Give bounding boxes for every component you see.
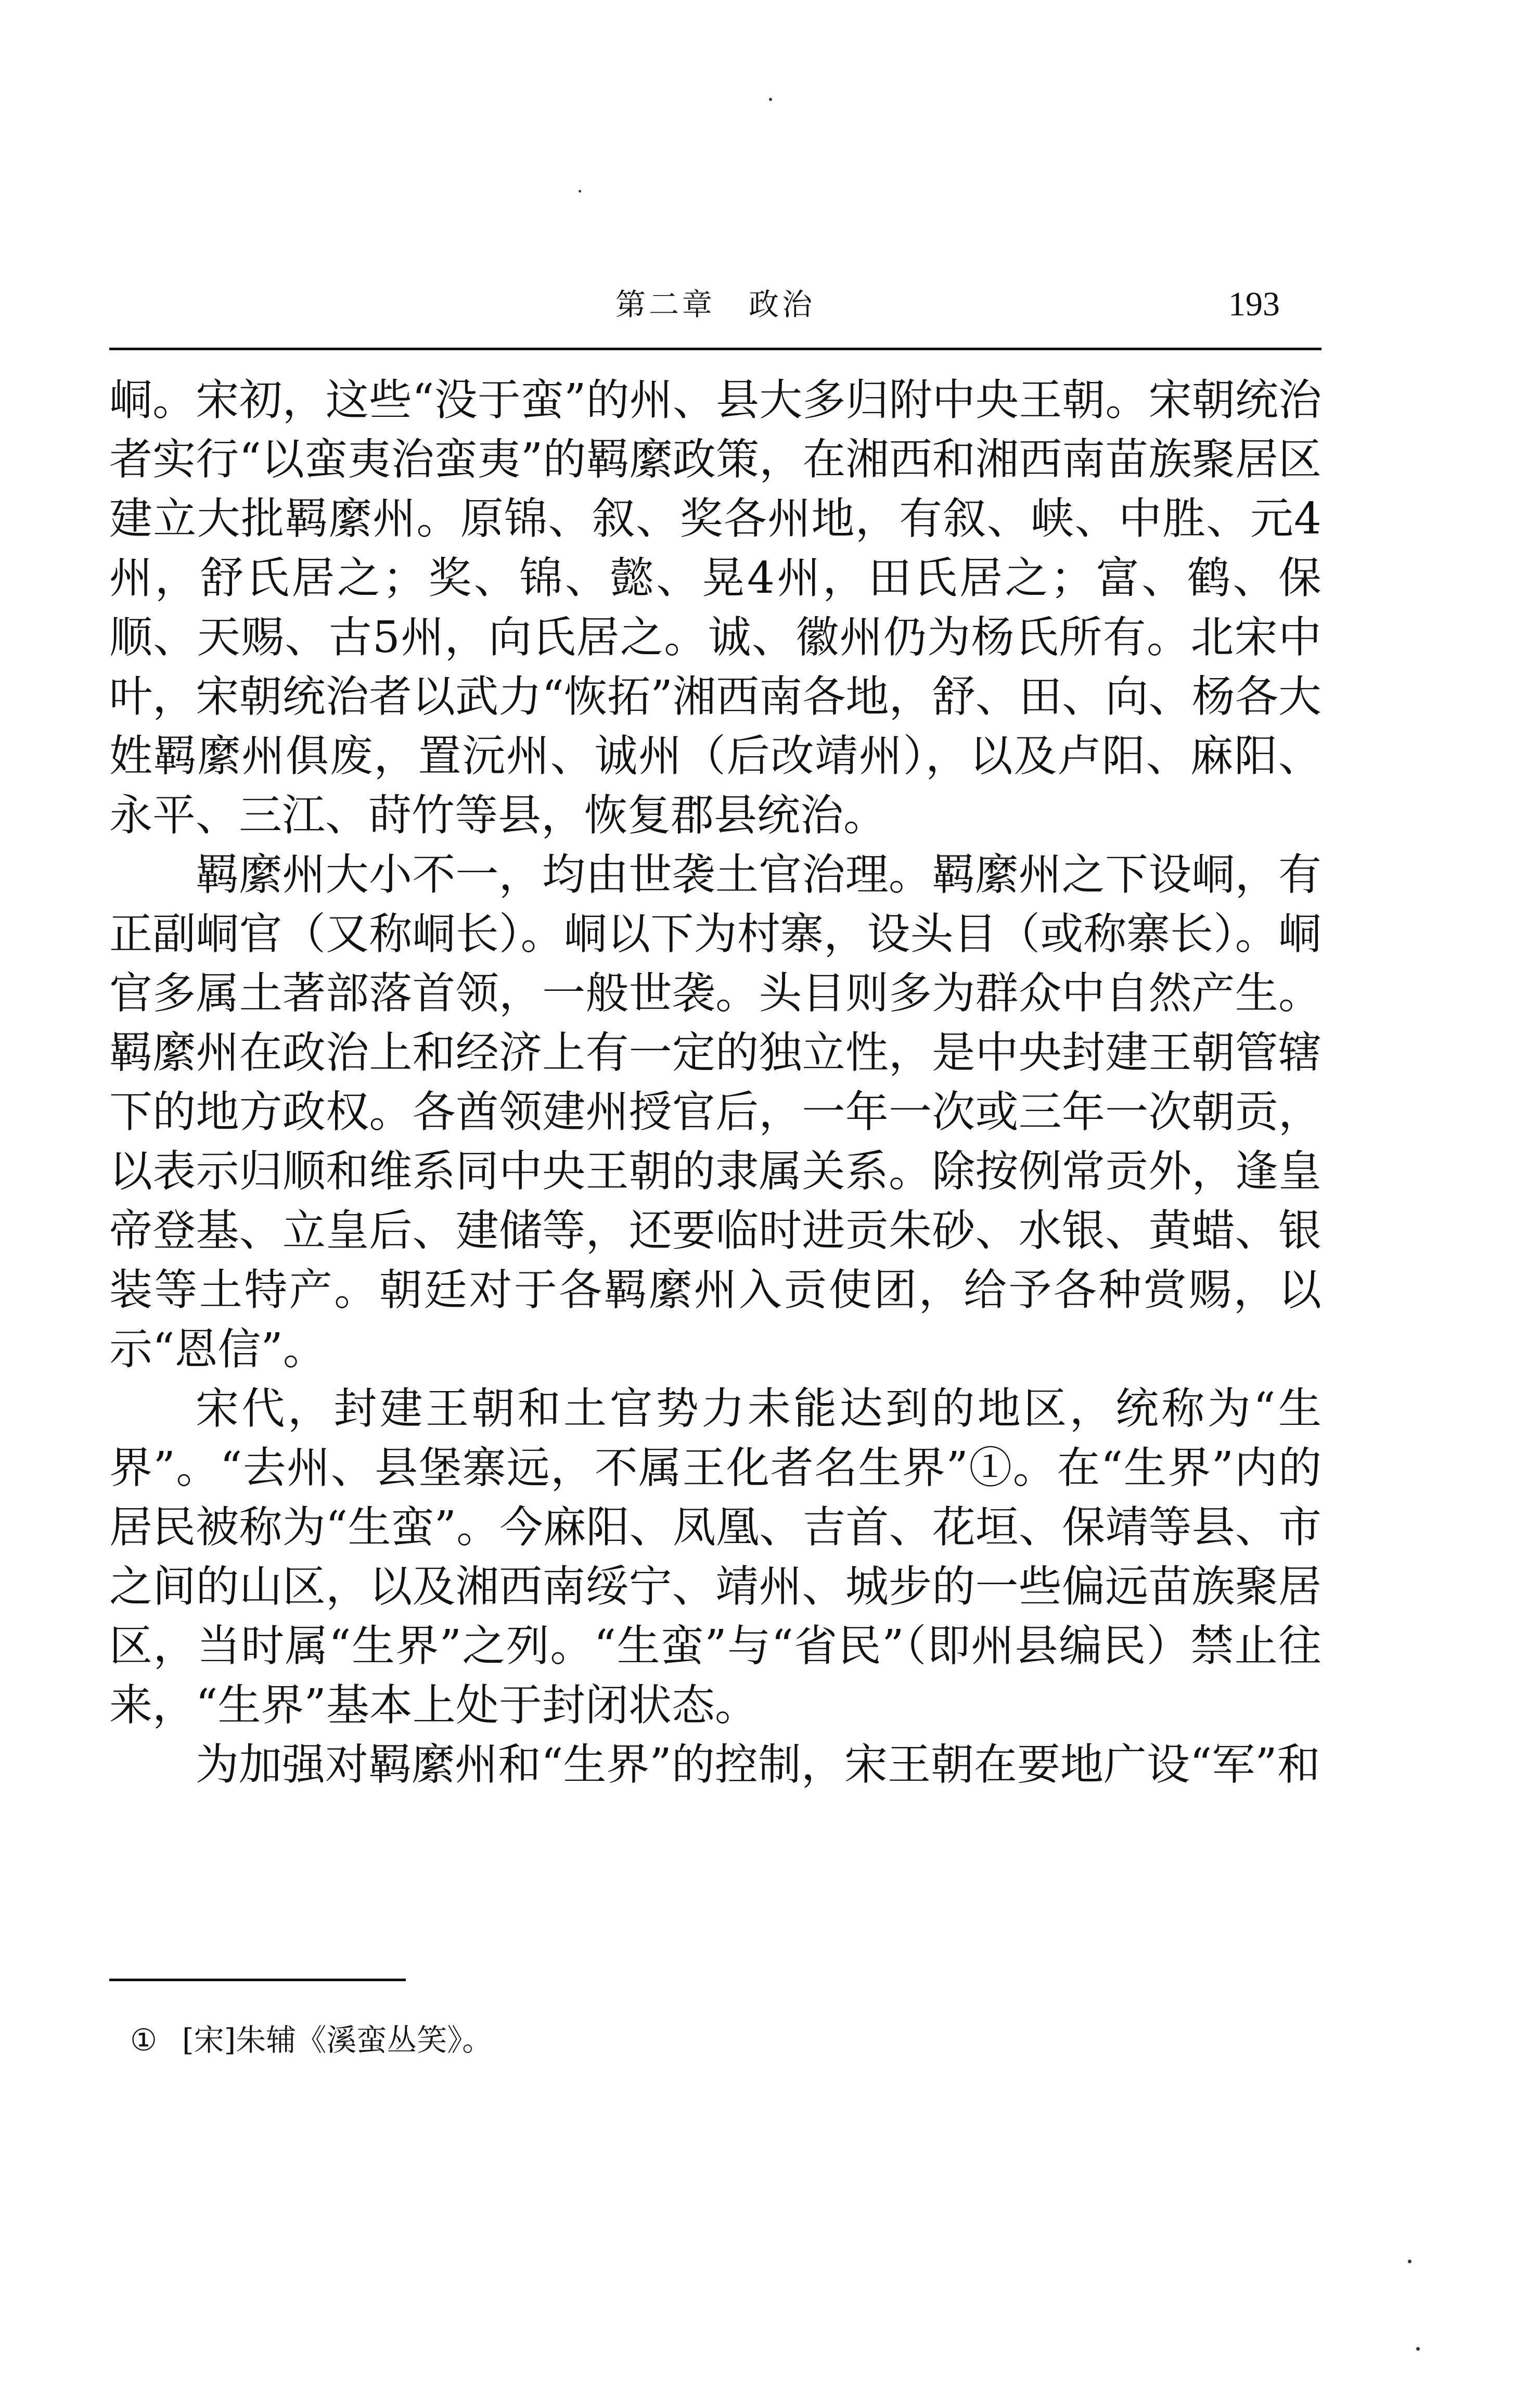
scan-speck — [1408, 2260, 1411, 2263]
header-rule — [109, 348, 1321, 350]
paragraph-2: 羁縻州大小不一，均由世袭土官治理。羁縻州之下设峒，有正副峒官（又称峒长）。峒以下为村寨，设头目（或称寨长）。峒官多属土著部落首领，一般世袭。头目则多为群众中自然产生。羁縻州在政治上和经济上有一定的独立性，是中央封建王朝管辖下的地方政权。各酋领建州授官后，一年一次或三年一次朝贡，以表示归顺和维系同中央王朝的隶属关系。除按例常贡外，逢皇帝登基、立皇后、建储等，还要临时进贡朱砂、水银、黄蜡、银装等土特产。朝廷对于各羁縻州入贡使团，给予各种赏赐，以示“恩信”。 — [109, 849, 1321, 1374]
paragraph-3: 宋代，封建王朝和土官势力未能达到的地区，统称为“生界”。“去州、县堡寨远，不属王化者名生界”①。在“生界”内的居民被称为“生蛮”。今麻阳、凤凰、吉首、花垣、保靖等县、市之间的山区，以及湘西南绥宁、靖州、城步的一些偏远苗族聚居区，当时属“生界”之列。“生蛮”与“省民”（即州县编民）禁止往来，“生界”基本上处于封闭状态。 — [109, 1383, 1321, 1730]
scan-speck — [579, 190, 581, 193]
footnote-marker: ① — [130, 2022, 157, 2058]
footnote-rule — [109, 1979, 406, 1981]
paragraph-4: 为加强对羁縻州和“生界”的控制，宋王朝在要地广设“军”和 — [196, 1739, 1320, 1790]
scan-speck — [769, 98, 772, 101]
chapter-title: 第二章 政治 — [615, 287, 815, 322]
page-number: 193 — [1228, 285, 1280, 323]
scan-speck — [1416, 2347, 1420, 2351]
paragraph-1: 峒。宋初，这些“没于蛮”的州、县大多归附中央王朝。宋朝统治者实行“以蛮夷治蛮夷”的羁縻政策，在湘西和湘西南苗族聚居区建立大批羁縻州。原锦、叙、奖各州地，有叙、峡、中胜、元4州，舒氏居之；奖、锦、懿、晃4州，田氏居之；富、鹤、保顺、天赐、古5州，向氏居之。诚、徽州仍为杨氏所有。北宋中叶，宋朝统治者以武力“恢拓”湘西南各地，舒、田、向、杨各大姓羁縻州俱废，置沅州、诚州（后改靖州），以及卢阳、麻阳、永平、三江、莳竹等县，恢复郡县统治。 — [109, 375, 1321, 840]
running-head — [109, 284, 1321, 330]
footnote — [130, 2019, 1275, 2061]
footnote-text: [宋]朱辅《溪蛮丛笑》。 — [182, 2022, 493, 2058]
body-text — [109, 371, 1321, 1794]
